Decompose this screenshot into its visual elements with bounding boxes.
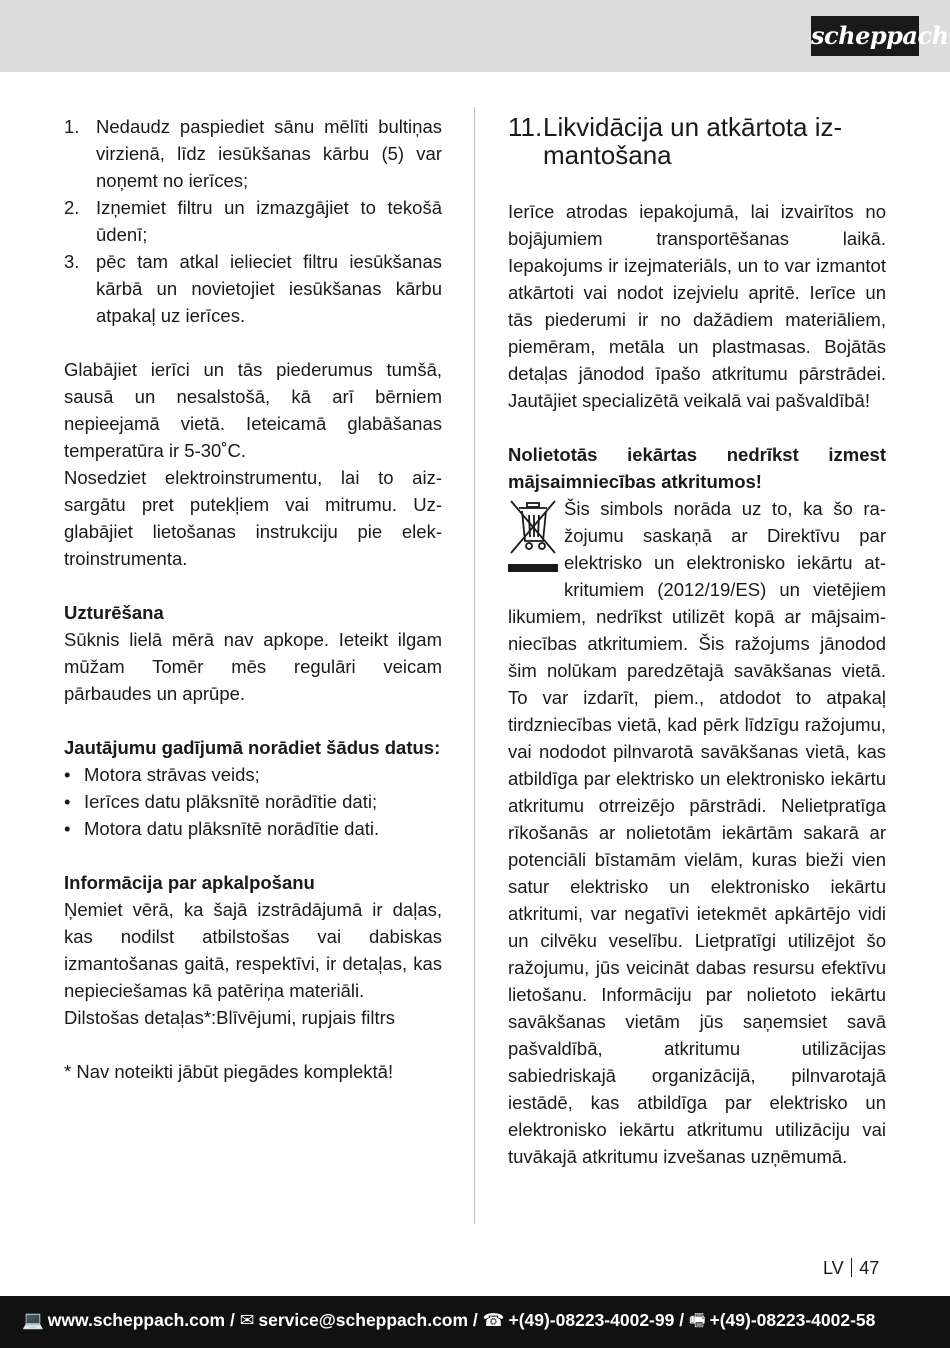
footer-web-link[interactable]: www.scheppach.com [47, 1310, 226, 1330]
maintenance-text: Sūknis lielā mērā nav apkope. Ieteikt ilgam mūžam Tomēr mēs regulāri veicam pārbaudes un aprūpe. [64, 629, 442, 704]
list-item: • Motora strāvas veids; [64, 761, 442, 788]
weee-heading: Nolietotās iekārtas nedrīkst izmest mājsaimniecības atkritumos! [508, 444, 886, 492]
footer-phone: +(49)-08223-4002-99 [508, 1310, 675, 1330]
step-number: 1. [64, 116, 80, 137]
footer-fax: +(49)-08223-4002-58 [709, 1310, 876, 1330]
section-title-text: Likvidācija un atkārtota izmantošana [543, 112, 843, 170]
fax-icon: 🖷 [688, 1310, 706, 1330]
step-item [64, 113, 442, 194]
footer-separator: / [468, 1310, 483, 1330]
list-item: • Ierīces datu plāksnītē norādītie dati; [64, 788, 442, 815]
right-column [508, 113, 886, 1170]
service-heading: Informācija par apkalpošanu [64, 872, 315, 893]
page-number [823, 1257, 879, 1279]
column-divider [474, 107, 475, 1224]
footer-email-link[interactable]: service@scheppach.com [258, 1310, 469, 1330]
storage-paragraph-2: Nosedziet elektroinstrumentu, lai to aizsargātu pret putekļiem vai mitrumu. Uzglabājiet lietošanas instrukciju pie elektroinstrumenta. [64, 467, 442, 569]
maintenance-heading: Uzturēšana [64, 602, 164, 623]
footer-bar [0, 1296, 950, 1348]
step-number: 2. [64, 197, 80, 218]
weee-block [508, 495, 886, 1170]
footer-separator: / [674, 1310, 689, 1330]
step-text: pēc tam atkal ielieciet filtru iesūkšanas kārbā un novietojiet iesūkšanas kārbu atpakaļ uz ierīces. [96, 251, 442, 326]
weee-text: Šis simbols norāda uz to, ka šo ražojumu saskaņā ar Direktīvu par elektrisko un elektronisko iekārtu atkritumiem (2012/19/ES) un vietējiem likumiem, nedrīkst utilizēt kopā ar mājsaimniecības atkritumiem. Šis ražojums jānodod šim nolūkam paredzētajā savākšanas vietā. To var izdarīt, piem., atdodot to atpakaļ tirdzniecības vietā, kad pērk līdzīgu ražojumu, vai nododot pilnvarotā savākšanas vietā, kas atbildīga par elektrisko un elektronisko iekārtu atkritumu otrreizējo pārstrādi. Nelietpratīga rīkošanās ar nolietotām iekārtām sakarā ar potenciāli bīstamām vielām, kuras bieži vien satur elektrisko un elektronisko iekārtu atkritumi, var negatīvi ietekmēt apkārtējo vidi un cilvēku veselību. Lietpratīgi utilizējot šo ražojumu, jūs veicināt dabas resursu efektīvu lietošanu. Informāciju par nolietoto iekārtu savākšanas vietām jūs saņemsiet savā pašvaldībā, atkritumu utilizācijas sabiedriskajā organizācijā, pilnvarotajā iestādē, kas atbildīga par elektrisko un elektronisko iekārtu atkritumu utilizāciju vai tuvākajā atkritumu izvešanas uzņēmumā. [508, 498, 886, 1167]
cleaning-steps [64, 113, 442, 329]
footer-separator: / [225, 1310, 240, 1330]
crossed-bin-icon [508, 497, 564, 581]
computer-icon: 💻 [22, 1310, 44, 1330]
page-num: 47 [859, 1258, 880, 1278]
section-title [508, 113, 886, 169]
step-text: Izņemiet filtru un izmazgājiet to tekošā ūdenī; [96, 197, 442, 245]
brand-logo: scheppach [811, 16, 919, 56]
wear-parts-text: Dilstošas detaļas*:Blīvējumi, rupjais filtrs [64, 1007, 396, 1028]
storage-paragraph: Glabājiet ierīci un tās piederumus tumšā, sausā un nesalstošā, kā arī bērniem nepieejamā vietā. Ieteicamā glabāšanas temperatūra ir 5-30˚C. [64, 359, 442, 461]
step-number: 3. [64, 251, 80, 272]
left-column [64, 113, 442, 1085]
service-text: Ņemiet vērā, ka šajā izstrādājumā ir daļas, kas nodilst atbilstošas vai dabiskas izmantošanas gaitā, respektīvi, ir detaļas, kas nepieciešamas kā patēriņa materiāli. [64, 899, 442, 1001]
step-item [64, 248, 442, 329]
list-item: • Motora datu plāksnītē norādītie dati. [64, 815, 442, 842]
footnote: * Nav noteikti jābūt piegādes komplektā! [64, 1061, 394, 1082]
mail-icon: ✉ [239, 1310, 255, 1330]
header-band [0, 0, 950, 72]
section-number: 11. [508, 112, 543, 142]
step-text: Nedaudz paspiediet sānu mēlīti bultiņas virzienā, līdz iesūkšanas kārbu (5) var noņemt no ierīces; [96, 116, 442, 191]
step-item [64, 194, 442, 248]
questions-list [64, 761, 442, 842]
questions-heading: Jautājumu gadījumā norādiet šādus datus: [64, 737, 441, 758]
phone-icon: ☎ [482, 1310, 505, 1330]
page-lang: LV [823, 1258, 844, 1278]
packaging-text: Ierīce atrodas iepakojumā, lai izvairītos no bojājumiem transportēšanas laikā. Iepakojums ir izejmateriāls, un to var izmantot atkārtoti vai nodot izejvielu apritē. Ierīce un tās piederumi ir no dažādiem materiāliem, piemēram, metāla un plastmasas. Bojātās detaļas jānodod īpašo atkritumu pārstrādei. Jautājiet specializētā veikalā vai pašvaldībā! [508, 201, 886, 411]
